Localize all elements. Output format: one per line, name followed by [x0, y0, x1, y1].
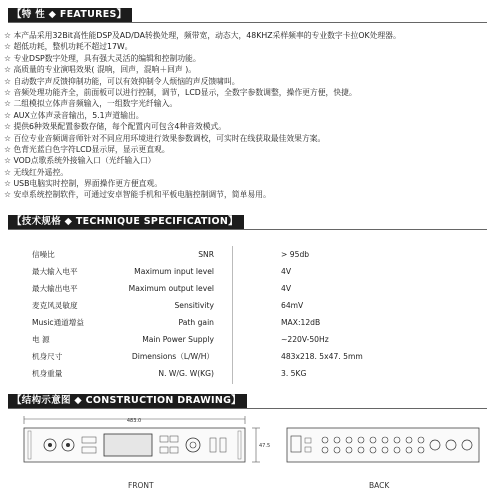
feature-item: ☆ 提供6种效果配置参数存储，每个配置内可包含4种音效模式。 — [4, 122, 227, 132]
feature-item: ☆ VOD点歌系统外接输入口（光纤输入口） — [4, 156, 156, 166]
spec-value: 3. 5KG — [281, 369, 307, 378]
width-dimension-text: 483.0 — [126, 418, 142, 424]
spec-row — [32, 280, 472, 297]
features-divider — [8, 22, 487, 23]
spec-label-cn: 电 源 — [32, 335, 50, 344]
feature-item: ☆ 无线红外遥控。 — [4, 167, 69, 177]
feature-item: ☆ AUX立体声录音输出，5.1声道输出。 — [4, 110, 144, 120]
lcd-display — [104, 434, 152, 456]
feature-item: ☆ 自动数字声反馈抑制功能，可以有效抑制令人烦恼的声反馈啸叫。 — [4, 76, 240, 86]
drawing-header-divider — [8, 408, 487, 409]
front-label: FRONT — [128, 481, 154, 490]
drawing-header — [8, 394, 247, 408]
spec-value: 64mV — [281, 301, 304, 310]
spec-header — [8, 215, 244, 229]
spec-value: ~220V-50Hz — [281, 335, 329, 344]
spec-value: 4V — [281, 267, 292, 276]
feature-item: ☆ 音频处理功能齐全，前面板可以进行控制，调节，LCD显示，全数字参数调整，操作更方便，快捷。 — [4, 87, 357, 97]
spec-row — [32, 365, 472, 382]
spec-table — [32, 246, 472, 382]
back-label: BACK — [369, 481, 390, 490]
feature-item: ☆ 本产品采用32Bit高性能DSP及AD/DA转换处理，频带宽，动态大，48KHZ采样频率的专业数字卡拉OK处理器。 — [4, 31, 401, 40]
feature-item: ☆ 超低功耗，整机功耗不超过17W。 — [4, 42, 133, 52]
feature-item: ☆ 高质量的专业演唱效果( 混响，回声，混响＋回声 )。 — [4, 65, 197, 75]
spec-title: 【技术规格 ◆ TECHNIQUE SPECIFICATION】 — [8, 215, 244, 229]
height-dimension-text: 47.5 — [259, 443, 271, 449]
front-view-drawing — [20, 414, 278, 474]
spec-label-en: Sensitivity — [174, 301, 214, 310]
spec-label-en: Dimensions（L/W/H） — [131, 352, 214, 361]
feature-item: ☆ USB电脑实时控制，界面操作更方便直观。 — [4, 179, 163, 189]
spec-row — [32, 297, 472, 314]
spec-row — [32, 348, 472, 365]
features-list — [4, 30, 492, 201]
spec-label-en: Maximum input level — [134, 267, 214, 276]
spec-row — [32, 263, 472, 280]
spec-value: 483x218. 5x47. 5mm — [281, 352, 363, 361]
spec-label-cn: Music通道增益 — [32, 318, 84, 327]
feature-item: ☆ 百位专业音频调音师针对不同应用环境进行效果参数调校，可实时在线获取最佳效果方案。 — [4, 133, 326, 143]
spec-label-cn: 麦克风灵敏度 — [32, 301, 78, 310]
feature-item: ☆ 色背光蓝白色字符LCD显示屏，显示更直观。 — [4, 144, 170, 154]
spec-row — [32, 331, 472, 348]
spec-label-en: N. W/G. W(KG) — [158, 369, 214, 378]
spec-label-en: Maximum output level — [128, 284, 214, 293]
feature-item: ☆ 安卓系统控制软件，可通过安卓智能手机和平板电脑控制调节，简单易用。 — [4, 190, 271, 200]
feature-item: ☆ 专业DSP数字处理，具有强大灵活的编辑和控制功能。 — [4, 53, 201, 63]
features-header — [8, 8, 132, 22]
spec-value: 4V — [281, 284, 292, 293]
spec-label-en: Main Power Supply — [142, 335, 214, 344]
spec-value: > 95db — [281, 250, 310, 259]
spec-header-divider — [8, 229, 487, 230]
spec-label-cn: 机身尺寸 — [32, 352, 63, 361]
back-view-drawing — [285, 414, 485, 474]
spec-label-cn: 最大输出电平 — [32, 284, 78, 293]
back-panel — [287, 428, 479, 462]
spec-row — [32, 314, 472, 331]
spec-row — [32, 246, 472, 263]
spec-label-cn: 信噪比 — [32, 250, 55, 259]
spec-label-en: SNR — [198, 250, 214, 259]
spec-label-cn: 机身重量 — [32, 369, 63, 378]
spec-label-en: Path gain — [178, 318, 214, 327]
spec-value: MAX:12dB — [281, 318, 321, 327]
drawing-title: 【结构示意图 ◆ CONSTRUCTION DRAWING】 — [8, 394, 247, 408]
features-title: 【特 性 ◆ FEATURES】 — [8, 8, 132, 22]
feature-item: ☆ 二组模拟立体声音频输入，一组数字光纤输入。 — [4, 99, 178, 109]
spec-label-cn: 最大输入电平 — [32, 267, 78, 276]
